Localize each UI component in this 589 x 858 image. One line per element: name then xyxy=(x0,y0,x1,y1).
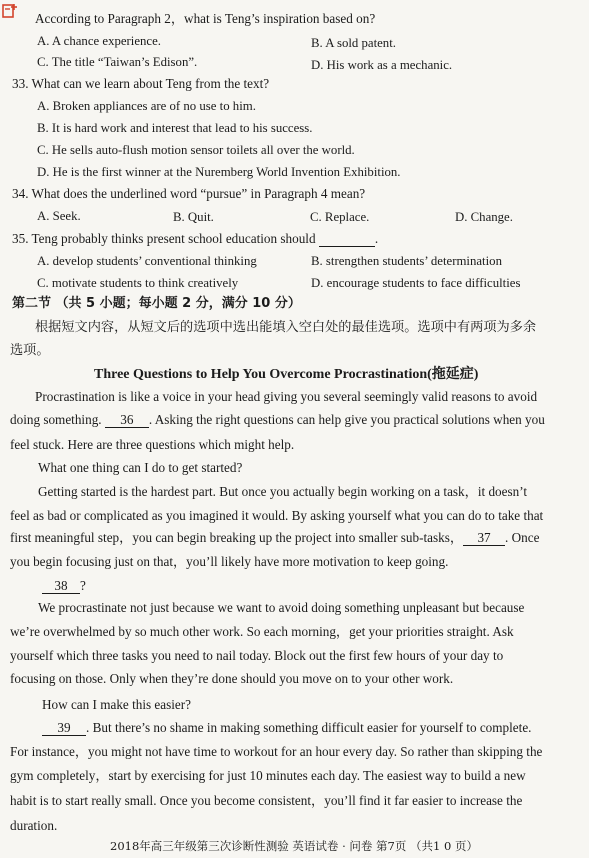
q35-option-c: C. motivate students to think creatively xyxy=(37,276,239,290)
q34-option-c: C. Replace. xyxy=(310,210,370,224)
blank-36[interactable]: 36 xyxy=(105,412,149,428)
passage-p3-line4: focusing on those. Only when they’re done should you move on to your other work. xyxy=(10,671,454,686)
section-instruction-line2: 选项。 xyxy=(10,343,50,358)
q35-option-d: D. encourage students to face difficulties xyxy=(311,276,521,290)
q35-stem-end: . xyxy=(374,231,379,246)
question-heading-2 xyxy=(42,578,86,594)
q33-option-c: C. He sells auto-flush motion sensor toilets all over the world. xyxy=(37,143,355,157)
passage-p2-line1: Getting started is the hardest part. But once you actually begin working on a task，it doesn’t xyxy=(38,484,528,499)
passage-title: Three Questions to Help You Overcome Procrastination(拖延症) xyxy=(94,367,479,382)
page-footer: 2018年高三年级第三次诊断性测验 英语试卷 · 问卷 第7页 （共1 0 页） xyxy=(110,839,478,853)
passage-p1-line2 xyxy=(10,412,545,428)
passage-p3-line3: yourself which three tasks you need to nail today. Block out the first few hours of your day to xyxy=(10,648,504,663)
passage-p4-line1-end: . But there’s no shame in making something difficult easier for yourself to complete. xyxy=(86,720,532,735)
passage-p1-line3: feel stuck. Here are three questions which might help. xyxy=(10,437,295,452)
passage-p1-line2-start: doing something. xyxy=(10,412,102,427)
passage-p4-line5: duration. xyxy=(10,818,58,833)
passage-p1-line1: Procrastination is like a voice in your head giving you several seemingly valid reasons to avoid xyxy=(35,389,538,404)
passage-p2-line3 xyxy=(10,530,539,546)
q34-stem: 34. What does the underlined word “pursue” in Paragraph 4 mean? xyxy=(12,186,366,201)
q35-option-a: A. develop students’ conventional thinking xyxy=(37,254,257,268)
section-heading: 第二节 （共 5 小题；每小题 2 分，满分 10 分） xyxy=(12,296,301,311)
section-instruction-line1: 根据短文内容，从短文后的选项中选出能填入空白处的最佳选项。选项中有两项为多余 xyxy=(35,320,537,335)
question-heading-3: How can I make this easier? xyxy=(42,697,192,712)
passage-p2-line2: feel as bad or complicated as you imagined it would. By asking yourself what you can do to take that xyxy=(10,508,544,523)
q35-option-b: B. strengthen students’ determination xyxy=(311,254,502,268)
passage-p4-line1 xyxy=(42,720,531,736)
passage-p4-line4: habit is to start really small. Once you become consistent，you’ll find it far easier to increase the xyxy=(10,793,523,808)
q34-option-d: D. Change. xyxy=(455,210,513,224)
q32-option-d: D. His work as a mechanic. xyxy=(311,58,453,72)
question-heading-1: What one thing can I do to get started? xyxy=(38,460,243,475)
blank-37[interactable]: 37 xyxy=(463,530,505,546)
q32-option-b: B. A sold patent. xyxy=(311,36,396,50)
blank-38[interactable]: 38 xyxy=(42,578,80,594)
q32-stem: According to Paragraph 2，what is Teng’s inspiration based on? xyxy=(35,11,376,26)
q32-option-a: A. A chance experience. xyxy=(37,34,161,48)
question-heading-2-end: ? xyxy=(80,578,86,593)
add-note-icon[interactable] xyxy=(2,3,18,19)
passage-p2-line3-end: . Once xyxy=(505,530,540,545)
q35-answer-blank[interactable] xyxy=(319,231,375,247)
q33-option-d: D. He is the first winner at the Nuremberg World Invention Exhibition. xyxy=(37,165,401,179)
q32-option-c: C. The title “Taiwan’s Edison”. xyxy=(37,55,198,69)
passage-p3-line2: we’re overwhelmed by so much other work. So each morning，get your priorities straight. Ask xyxy=(10,624,514,639)
q33-option-b: B. It is hard work and interest that lead to his success. xyxy=(37,121,313,135)
passage-p3-line1: We procrastinate not just because we want to avoid doing something unpleasant but because xyxy=(38,600,525,615)
passage-p4-line3: gym completely，start by exercising for just 10 minutes each day. The easiest way to build a new xyxy=(10,768,526,783)
blank-39[interactable]: 39 xyxy=(42,720,86,736)
passage-p4-line2: For instance，you might not have time to workout for an hour every day. So rather than skipping the xyxy=(10,744,543,759)
q35-stem-text: 35. Teng probably thinks present school education should xyxy=(12,231,316,246)
passage-p1-line2-end: . Asking the right questions can help give you practical solutions when you xyxy=(148,412,545,427)
q33-stem: 33. What can we learn about Teng from the text? xyxy=(12,76,270,91)
q34-option-a: A. Seek. xyxy=(37,209,81,223)
passage-p2-line3-start: first meaningful step，you can begin breaking up the project into smaller sub-tasks， xyxy=(10,530,464,545)
q35-stem xyxy=(12,231,378,247)
passage-p2-line4: you begin focusing just on that，you’ll likely have more motivation to keep going. xyxy=(10,554,449,569)
q34-option-b: B. Quit. xyxy=(173,210,214,224)
q33-option-a: A. Broken appliances are of no use to him. xyxy=(37,99,256,113)
